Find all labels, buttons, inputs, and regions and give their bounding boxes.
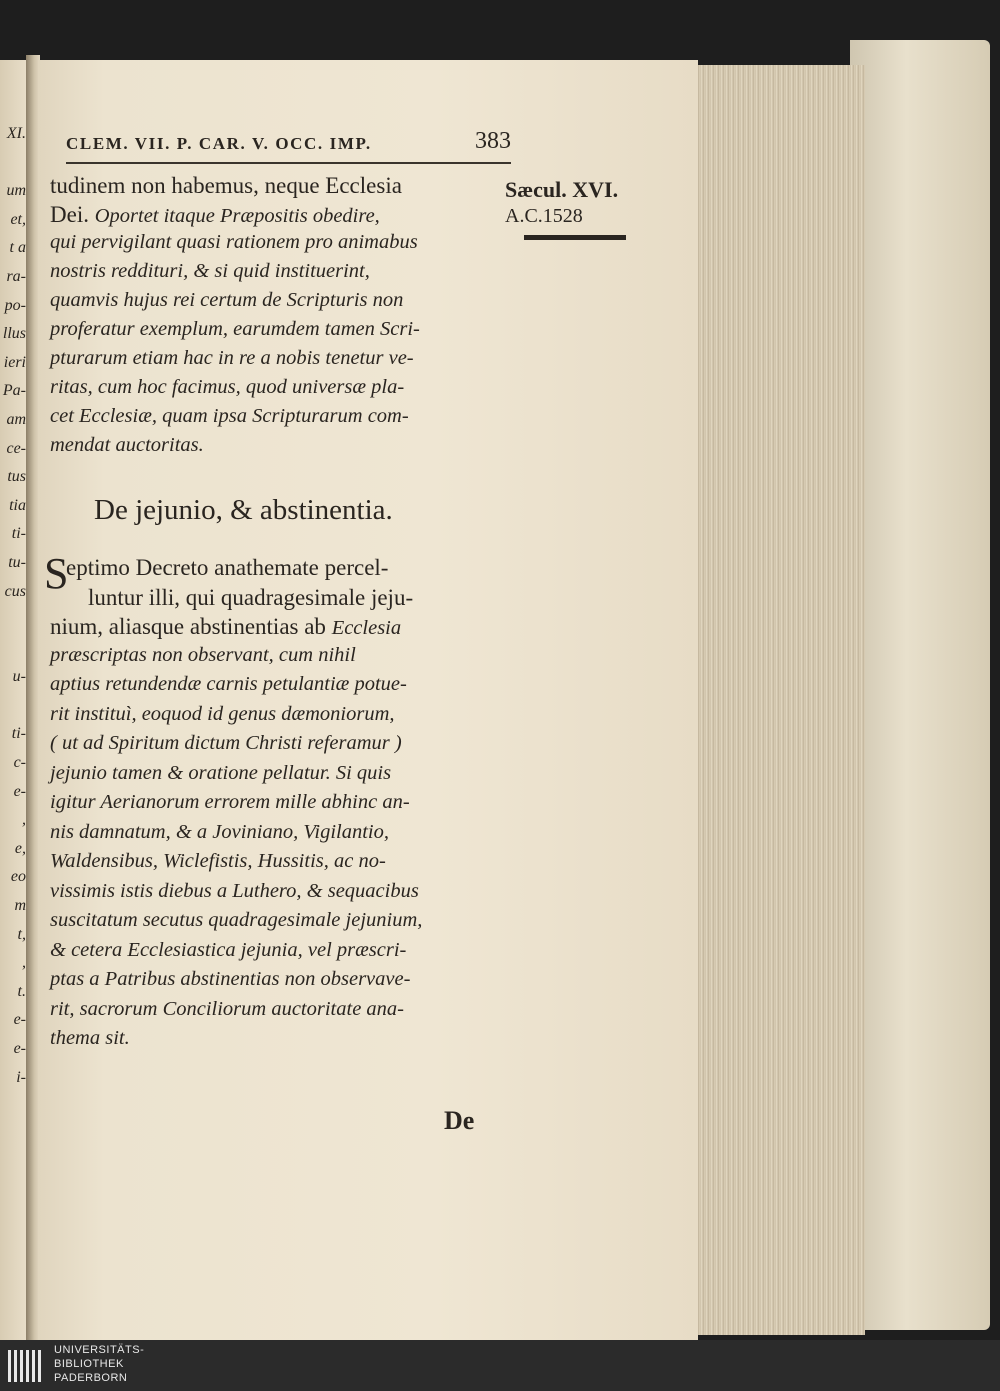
text-line: rit instituì, eoquod id genus dæmoniorum, bbox=[50, 702, 395, 725]
italic-run: Oportet itaque Præpositis obedire, bbox=[94, 205, 380, 227]
text-line bbox=[50, 202, 380, 228]
running-head: CLEM. VII. P. CAR. V. OCC. IMP. bbox=[66, 134, 372, 153]
library-name-line-1: UNIVERSITÄTS- bbox=[54, 1344, 145, 1356]
text-line: tudinem non habemus, neque Ecclesia bbox=[50, 173, 402, 198]
text-line: quamvis hujus rei certum de Scripturis non bbox=[50, 289, 404, 311]
page-block-edges bbox=[690, 65, 865, 1335]
page-header bbox=[66, 128, 511, 160]
header-rule bbox=[66, 162, 511, 164]
page-number: 383 bbox=[475, 128, 511, 154]
text-line: nostris reddituri, & si quid instituerint, bbox=[50, 260, 370, 282]
text-line bbox=[50, 614, 401, 640]
text-line: rit, sacrorum Conciliorum auctoritate ana- bbox=[50, 997, 404, 1020]
library-name-line-3: PADERBORN bbox=[54, 1372, 128, 1384]
library-name-line-2: BIBLIOTHEK bbox=[54, 1358, 124, 1370]
text-line: & cetera Ecclesiastica jejunia, vel præscri- bbox=[50, 938, 407, 961]
text-line: pturarum etiam hac in re a nobis tenetur ve- bbox=[50, 347, 414, 369]
text-line: thema sit. bbox=[50, 1027, 130, 1049]
library-footer bbox=[0, 1340, 1000, 1391]
previous-page-text-fragments: XI. um et, t a ra- po- llus ieri Pa- am ce- tus tia ti- tu- cus u- ti- c- e- , e, eo m t, , t. e- e- i- bbox=[2, 125, 26, 1086]
book-cover-edge bbox=[850, 40, 990, 1330]
text-line: jejunio tamen & oratione pellatur. Si quis bbox=[50, 761, 392, 784]
margin-note-rule bbox=[524, 235, 626, 240]
text-line: Waldensibus, Wiclefistis, Hussitis, ac no- bbox=[50, 850, 386, 872]
text-line: nis damnatum, & a Joviniano, Vigilantio, bbox=[50, 820, 389, 843]
library-logo-icon bbox=[6, 1346, 46, 1386]
margin-note-year: A.C.1528 bbox=[505, 205, 583, 227]
text-line: qui pervigilant quasi rationem pro animabus bbox=[50, 231, 418, 253]
roman-run: Dei. bbox=[50, 202, 95, 227]
text-line: luntur illi, qui quadragesimale jeju- bbox=[88, 584, 414, 610]
drop-cap: S bbox=[44, 549, 69, 598]
catchword: De bbox=[444, 1106, 475, 1135]
text-line: proferatur exemplum, earumdem tamen Scri- bbox=[50, 318, 420, 340]
section-heading: De jejunio, & abstinentia. bbox=[94, 494, 393, 526]
text-line: vissimis istis diebus a Luthero, & sequacibus bbox=[50, 879, 419, 902]
text-line: cet Ecclesiæ, quam ipsa Scripturarum com- bbox=[50, 405, 409, 427]
text-line: aptius retundendæ carnis petulantiæ potue- bbox=[50, 673, 407, 695]
roman-run: nium, aliasque abstinentias ab bbox=[50, 614, 332, 639]
text-line: eptimo Decreto anathemate percel- bbox=[66, 555, 389, 580]
text-line: suscitatum secutus quadragesimale jejunium, bbox=[50, 909, 423, 931]
text-line: igitur Aerianorum errorem mille abhinc an- bbox=[50, 791, 410, 813]
text-line: ritas, cum hoc facimus, quod universæ pla- bbox=[50, 376, 405, 398]
text-line: præscriptas non observant, cum nihil bbox=[50, 643, 356, 666]
text-line: ptas a Patribus abstinentias non observave- bbox=[50, 968, 411, 990]
text-line: mendat auctoritas. bbox=[50, 434, 204, 456]
library-name bbox=[54, 1343, 144, 1385]
italic-run: Ecclesia bbox=[331, 617, 402, 639]
margin-note-century: Sæcul. XVI. bbox=[505, 177, 619, 202]
text-line: ( ut ad Spiritum dictum Christi referamur ) bbox=[50, 732, 402, 754]
